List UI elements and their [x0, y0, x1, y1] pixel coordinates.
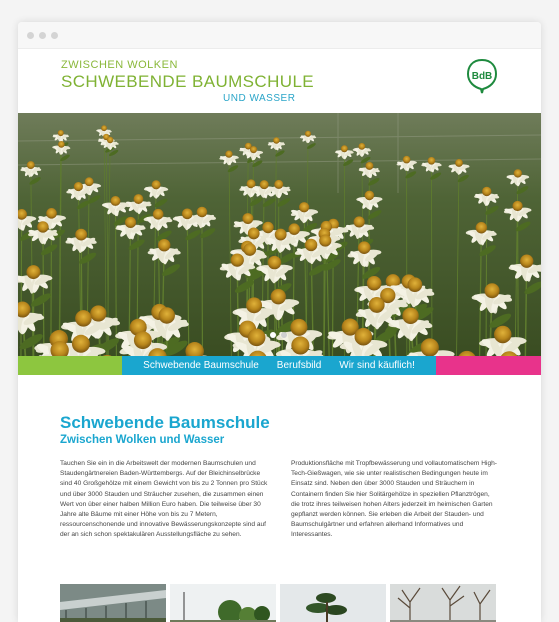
- browser-window: [18, 22, 541, 622]
- main-content: [60, 413, 500, 541]
- nav-item-berufsbild[interactable]: Berufsbild: [268, 360, 330, 371]
- thumbnail-trees[interactable]: [170, 584, 276, 622]
- coneflower-photo-icon: [18, 113, 541, 356]
- page-subtitle: Zwischen Wolken und Wasser: [60, 433, 500, 447]
- window-dot-icon[interactable]: [27, 32, 34, 39]
- site-header: [18, 49, 541, 111]
- window-dot-icon[interactable]: [39, 32, 46, 39]
- brand-main-line[interactable]: SCHWEBENDE BAUMSCHULE: [61, 72, 314, 92]
- window-dot-icon[interactable]: [51, 32, 58, 39]
- page-title: Schwebende Baumschule: [60, 413, 500, 433]
- text-columns: [60, 459, 500, 541]
- slider-dot-active[interactable]: [270, 332, 276, 338]
- hero-image: [18, 113, 541, 356]
- topiary-photo-icon: [280, 584, 386, 622]
- bdb-leaf-logo-icon[interactable]: [466, 58, 498, 94]
- thumbnail-topiary[interactable]: [280, 584, 386, 622]
- nav-menu: [122, 356, 436, 375]
- nav-item-schwebende-baumschule[interactable]: Schwebende Baumschule: [134, 360, 268, 371]
- thumbnail-greenhouse[interactable]: [60, 584, 166, 622]
- window-titlebar: [18, 22, 541, 49]
- trees-photo-icon: [170, 584, 276, 622]
- greenhouse-photo-icon: [60, 584, 166, 622]
- paragraph-left: Tauchen Sie ein in die Arbeitswelt der modernen Baumschulen und Staudengärtnereien Baden-Württembergs. Auf der Bleichinselbrücke sind 40 Großgehölze mit einem Gewicht von bis zu 2 Tonnen pro Stück und über 3000 Stauden und Sträucher zusehen, die zusammen einen Wert von über einer halben Million Euro haben. Die teilweise über 30 Jahre alte Bäume mit einer Höhe von bis zu 7 Metern, ressourcenschonende und innovative Bewässerungskonzepte sind auf der an sich schon spektakulären Ausstellungsfläche zu sehen.: [60, 459, 269, 541]
- nav-color-bar-green: [18, 356, 122, 375]
- logo-text: BdB: [472, 71, 493, 82]
- paragraph-right: Produktionsfläche mit Tropfbewässerung und vollautomatischem High-Tech-Gießwagen, wie sie unter realistischen Bedingungen heute im Einsatz sind. Neben den über 3000 Stauden und Sträuchern in Containern finden Sie hier Solitärgehölze in speziellen Pflanztrögen, die trotz ihres teilweisen hohen Alters jederzeit im heimischen Garten gepflanzt werden können. Sie erleben die Arbeit der Stauden- und Baumschulgärtner und erfahren allerhand Informatives und Interessantes.: [291, 459, 500, 541]
- nav-color-bar-pink: [436, 356, 541, 375]
- brand-bottom-line: UND WASSER: [223, 93, 295, 104]
- bare-trees-photo-icon: [390, 584, 496, 622]
- slider-dot[interactable]: [281, 332, 287, 338]
- thumbnail-gallery: [60, 584, 500, 622]
- nav-item-wir-sind-kaeuflich[interactable]: Wir sind käuflich!: [330, 360, 424, 371]
- brand-top-line: ZWISCHEN WOLKEN: [61, 59, 178, 71]
- main-navigation: [18, 356, 541, 375]
- thumbnail-bare-trees[interactable]: [390, 584, 496, 622]
